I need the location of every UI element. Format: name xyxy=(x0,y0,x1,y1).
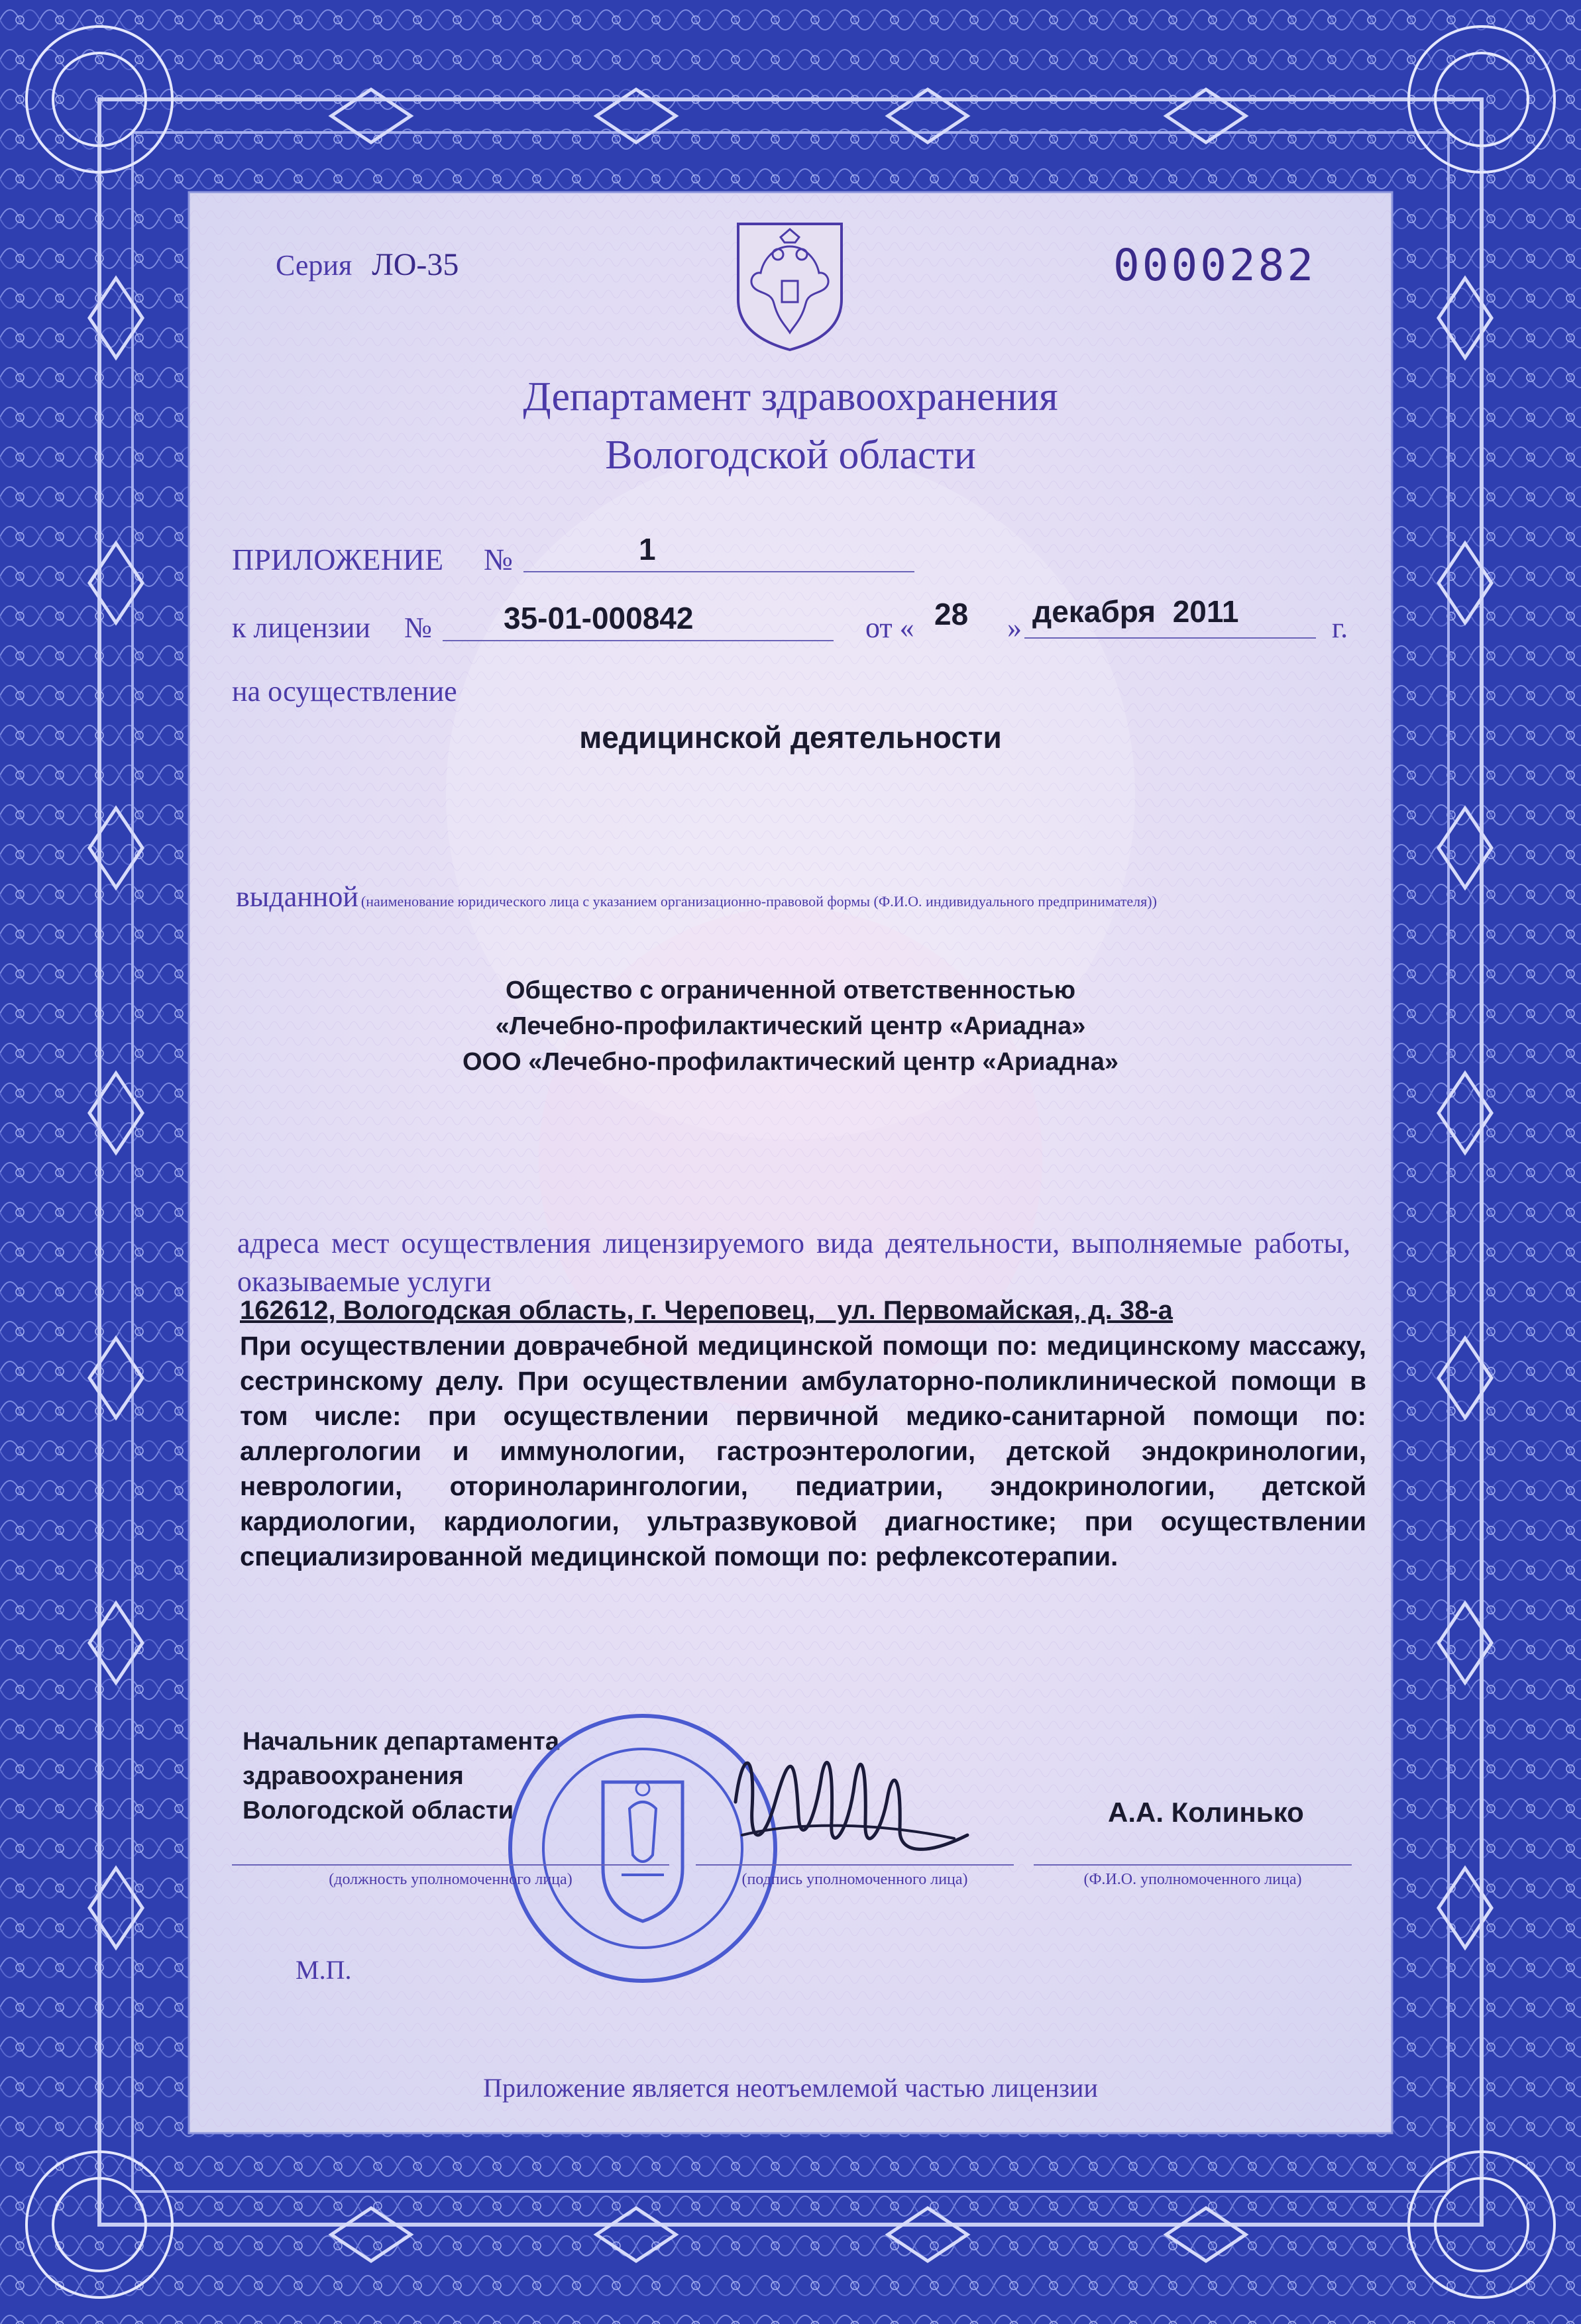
org-name-line3: ООО «Лечебно-профилактический центр «Ариадна» xyxy=(462,1048,1119,1076)
hint-name: (Ф.И.О. уполномоченного лица) xyxy=(1083,1871,1302,1888)
stamp-place: М.П. xyxy=(296,1955,352,1985)
appendix-number: 1 xyxy=(639,532,656,566)
position-underline xyxy=(232,1864,669,1866)
license-month-year: декабря 2011 xyxy=(1032,594,1239,629)
hint-position: (должность уполномоченного лица) xyxy=(329,1871,572,1888)
org-name-line1: Общество с ограниченной ответственностью xyxy=(505,977,1076,1004)
series-value: ЛО-35 xyxy=(372,247,459,282)
appendix-underline xyxy=(523,571,914,572)
issued-to-label: выданной xyxy=(236,880,358,913)
license-num-sign: № xyxy=(404,611,432,644)
signer-name: А.А. Колинько xyxy=(1108,1797,1304,1828)
issued-to-hint: (наименование юридического лица с указанием организационно-правовой формы (Ф.И.О. индивидуального предпринимателя)) xyxy=(360,893,1157,910)
appendix-num-sign: № xyxy=(484,543,513,576)
services-text: При осуществлении доврачебной медицинской помощи по: медицинскому массажу, сестринскому делу. При осуществлении амбулаторно-поликлинической помощи в том числе: при осуществлении первичной медико-санитарной помощи по: аллергологии и иммунологии, гастроэнтерологии, детской эндокринологии, неврологии, оториноларингологии, педиатрии, эндокринологии, детской кардиологии, кардиологии, ультразвуковой диагностике; при осуществлении специализированной медицинской помощи по: рефлексотерапии. xyxy=(240,1332,1366,1571)
position-line1: Начальник департамента xyxy=(243,1728,559,1756)
license-day: 28 xyxy=(934,597,969,631)
hint-signature: (подпись уполномоченного лица) xyxy=(741,1871,968,1888)
name-underline xyxy=(1034,1864,1352,1866)
license-from-label: от « xyxy=(865,611,914,644)
license-number-underline xyxy=(443,640,834,641)
form-number: 0000282 xyxy=(1113,240,1317,291)
license-label: к лицензии xyxy=(232,611,370,644)
signature-underline xyxy=(696,1864,1014,1866)
addresses-label: адреса мест осуществления лицензируемого вида деятельности, выполняемые работы, оказываемые услуги xyxy=(237,1227,1350,1298)
activity-label: на осуществление xyxy=(232,675,457,708)
license-year-suffix: г. xyxy=(1332,611,1348,644)
footer-text: Приложение является неотъемлемой частью лицензии xyxy=(483,2073,1098,2103)
series-label: Серия xyxy=(276,249,353,282)
issuer-line1: Департамент здравоохранения xyxy=(523,374,1058,419)
license-close-quote: » xyxy=(1007,611,1022,644)
issuer-line2: Вологодской области xyxy=(605,433,976,478)
handwritten-signature xyxy=(716,1722,981,1875)
license-date-underline xyxy=(1024,637,1316,639)
activity-value: медицинской деятельности xyxy=(579,720,1002,755)
address-line: 162612, Вологодская область, г. Череповец, ул. Первомайская, д. 38-а xyxy=(240,1296,1173,1325)
org-name-line2: «Лечебно-профилактический центр «Ариадна» xyxy=(495,1012,1086,1040)
series-row xyxy=(276,246,459,283)
issued-to-block xyxy=(236,880,1349,917)
license-number: 35-01-000842 xyxy=(504,601,694,635)
position-line3: Вологодской области xyxy=(243,1797,514,1824)
position-line2: здравоохранения xyxy=(243,1762,464,1790)
coat-of-arms-russia-icon xyxy=(734,220,845,352)
appendix-label: ПРИЛОЖЕНИЕ xyxy=(232,543,444,576)
